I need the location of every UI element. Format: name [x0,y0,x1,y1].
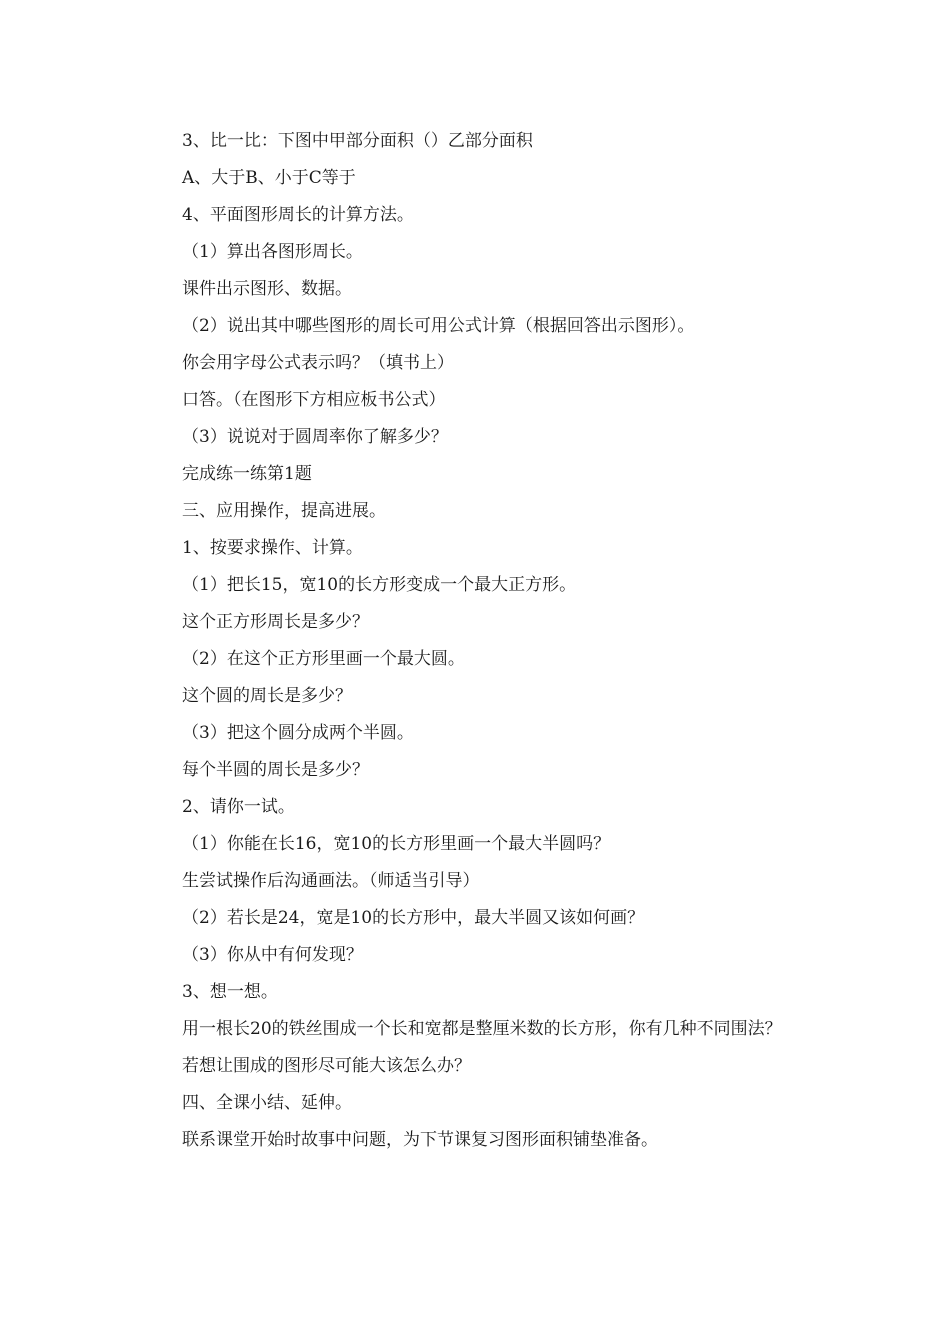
paragraph-1: 3、比一比：下图中甲部分面积（）乙部分面积 [182,131,533,151]
paragraph-12: 1、按要求操作、计算。 [182,538,363,558]
paragraph-16: 这个圆的周长是多少？ [182,686,352,706]
paragraph-28: 联系课堂开始时故事中问题，为下节课复习图形面积铺垫准备。 [182,1130,658,1150]
paragraph-19: 2、请你一试。 [182,797,295,817]
paragraph-7: 你会用字母公式表示吗？（填书上） [182,353,454,373]
paragraph-23: （3）你从中有何发现？ [182,945,363,965]
paragraph-3: 4、平面图形周长的计算方法。 [182,205,414,225]
paragraph-4: （1）算出各图形周长。 [182,242,363,262]
paragraph-22: （2）若长是24，宽是10的长方形中，最大半圆又该如何画？ [182,908,645,928]
paragraph-25: 用一根长20的铁丝围成一个长和宽都是整厘米数的长方形，你有几种不同围法？ [182,1019,782,1039]
paragraph-5: 课件出示图形、数据。 [182,279,352,299]
paragraph-6: （2）说出其中哪些图形的周长可用公式计算（根据回答出示图形）。 [182,316,695,336]
document-body [144,123,814,1159]
paragraph-9: （3）说说对于圆周率你了解多少？ [182,427,448,447]
paragraph-15: （2）在这个正方形里画一个最大圆。 [182,649,465,669]
paragraph-26: 若想让围成的图形尽可能大该怎么办？ [182,1056,471,1076]
paragraph-18: 每个半圆的周长是多少？ [182,760,369,780]
paragraph-24: 3、想一想。 [182,982,278,1002]
paragraph-21: 生尝试操作后沟通画法。（师适当引导） [182,871,480,891]
paragraph-10: 完成练一练第1题 [182,464,312,484]
paragraph-8: 口答。（在图形下方相应板书公式） [182,390,446,410]
paragraph-20: （1）你能在长16，宽10的长方形里画一个最大半圆吗？ [182,834,611,854]
paragraph-14: 这个正方形周长是多少？ [182,612,369,632]
paragraph-2: A、大于B、小于C等于 [182,168,356,188]
paragraph-27: 四、全课小结、延伸。 [182,1093,352,1113]
paragraph-13: （1）把长15，宽10的长方形变成一个最大正方形。 [182,575,577,595]
paragraph-11: 三、应用操作，提高进展。 [182,501,386,521]
paragraph-17: （3）把这个圆分成两个半圆。 [182,723,414,743]
